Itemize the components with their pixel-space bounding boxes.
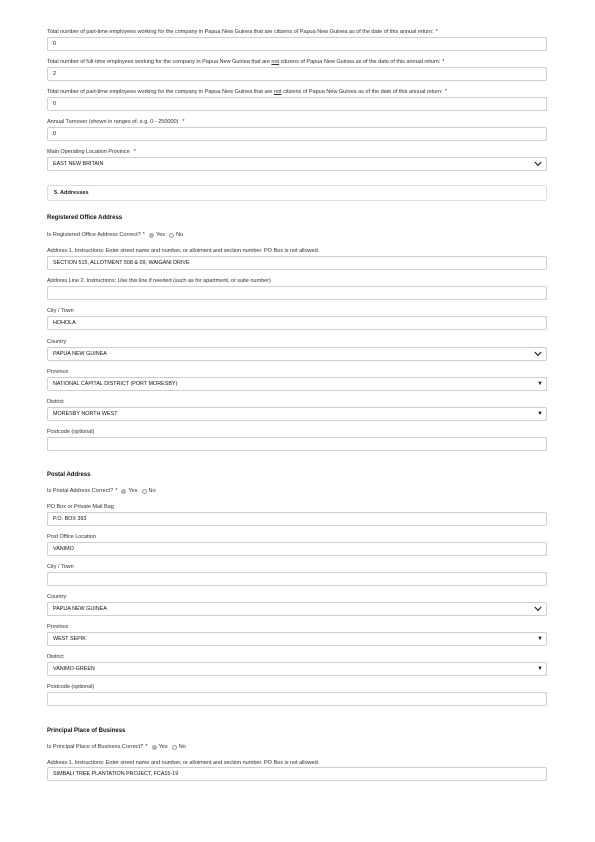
postal-postcode-input[interactable]: [47, 692, 547, 706]
main-province-label: Main Operating Location Province *: [47, 149, 136, 155]
postal-yes-radio[interactable]: [121, 489, 126, 494]
chevron-down-icon: [534, 351, 542, 357]
registered-district-select[interactable]: [47, 407, 547, 421]
principal-no-label: No: [178, 744, 186, 750]
registered-correct-row: Is Registered Office Address Correct? * Yes No: [47, 232, 184, 238]
principal-yes-radio[interactable]: [152, 745, 157, 750]
registered-no-label: No: [176, 232, 184, 238]
principal-correct-row: Is Principal Place of Business Correct? * Yes No: [47, 744, 186, 750]
registered-yes-radio[interactable]: [149, 233, 154, 238]
postal-heading: Postal Address: [47, 472, 91, 478]
registered-yes-label: Yes: [155, 232, 166, 238]
postal-po-location-input[interactable]: VANIMO: [47, 542, 547, 556]
ft-noncitizens-label: Total number of full-time employees working for the company in Papua New Guinea that are not citizens of Papua New Guinea as of the date of this annual return: *: [47, 59, 445, 65]
postal-province-select[interactable]: [47, 632, 547, 646]
postal-district-label: District: [47, 654, 64, 660]
caret-down-icon: ▼: [537, 411, 543, 417]
postal-province-value: WEST SEPIK: [53, 636, 86, 642]
pt-citizens-input[interactable]: 0: [47, 37, 547, 51]
registered-city-label: City / Town: [47, 308, 74, 314]
registered-postcode-label: Postcode (optional): [47, 429, 95, 435]
postal-district-value: VANIMO-GREEN: [53, 666, 95, 672]
registered-address1-label: Address 1. Instructions: Enter street name and number, or allotment and section number. PO Box is not allowed.: [47, 248, 320, 254]
registered-address1-input[interactable]: SECTION 515, ALLOTMENT 508 & 09, WAIGANI DRIVE: [47, 256, 547, 270]
postal-correct-row: Is Postal Address Correct? * Yes No: [47, 488, 156, 494]
chevron-down-icon: [534, 606, 542, 612]
principal-yes-label: Yes: [158, 744, 168, 750]
turnover-label: Annual Turnover (shown in ranges of, e.g. 0 - 250000) *: [47, 119, 185, 125]
chevron-down-icon: [534, 161, 542, 167]
registered-province-label: Province: [47, 369, 69, 375]
caret-down-icon: ▼: [537, 636, 543, 642]
registered-country-label: Country: [47, 339, 67, 345]
postal-yes-label: Yes: [128, 488, 138, 494]
registered-province-select[interactable]: [47, 377, 547, 391]
postal-pobox-input[interactable]: P.O. BOX 393: [47, 512, 547, 526]
main-province-select[interactable]: [47, 157, 547, 171]
registered-heading: Registered Office Address: [47, 215, 123, 221]
pt-citizens-label: Total number of part-time employees working for the company in Papua New Guinea that are citizens of Papua New Guinea as of the date of this annual return: *: [47, 29, 438, 35]
pt-noncitizens-input[interactable]: 0: [47, 97, 547, 111]
principal-address1-input[interactable]: SIMBALI TREE PLANTATION PROJECT, FCA15-19: [47, 767, 547, 781]
registered-postcode-input[interactable]: [47, 437, 547, 451]
postal-po-location-label: Post Office Location: [47, 534, 96, 540]
registered-province-value: NATIONAL CAPITAL DISTRICT (PORT MORESBY): [53, 381, 178, 387]
registered-country-select[interactable]: [47, 347, 547, 361]
postal-province-label: Province: [47, 624, 69, 630]
postal-no-radio[interactable]: [142, 489, 147, 494]
postal-no-label: No: [148, 488, 156, 494]
caret-down-icon: ▼: [537, 381, 543, 387]
principal-heading: Principal Place of Business: [47, 728, 126, 734]
postal-postcode-label: Postcode (optional): [47, 684, 95, 690]
ft-noncitizens-input[interactable]: 2: [47, 67, 547, 81]
principal-no-radio[interactable]: [172, 745, 177, 750]
section-addresses-header[interactable]: 5. Addresses: [47, 185, 547, 201]
pt-noncitizens-label: Total number of part-time employees working for the company in Papua New Guinea that are not citizens of Papua New Guinea as of the date of this annual return: *: [47, 89, 447, 95]
principal-address1-label: Address 1. Instructions: Enter street name and number, or allotment and section number. PO Box is not allowed.: [47, 760, 320, 766]
registered-city-input[interactable]: HOHOLA: [47, 316, 547, 330]
postal-city-label: City / Town: [47, 564, 74, 570]
turnover-input[interactable]: 0: [47, 127, 547, 141]
registered-address2-label: Address Line 2. Instructions: Use this line if needed (such as for apartment, or suite number): [47, 278, 271, 284]
registered-district-label: District: [47, 399, 64, 405]
postal-country-value: PAPUA NEW GUINEA: [53, 606, 107, 612]
postal-district-select[interactable]: [47, 662, 547, 676]
registered-country-value: PAPUA NEW GUINEA: [53, 351, 107, 357]
registered-no-radio[interactable]: [169, 233, 174, 238]
caret-down-icon: ▼: [537, 666, 543, 672]
postal-pobox-label: PO Box or Private Mail Bag: [47, 504, 114, 510]
postal-city-input[interactable]: [47, 572, 547, 586]
registered-district-value: MORESBY NORTH WEST: [53, 411, 118, 417]
main-province-value: EAST NEW BRITAIN: [53, 161, 104, 167]
registered-address2-input[interactable]: [47, 286, 547, 300]
postal-country-select[interactable]: [47, 602, 547, 616]
postal-country-label: Country: [47, 594, 67, 600]
